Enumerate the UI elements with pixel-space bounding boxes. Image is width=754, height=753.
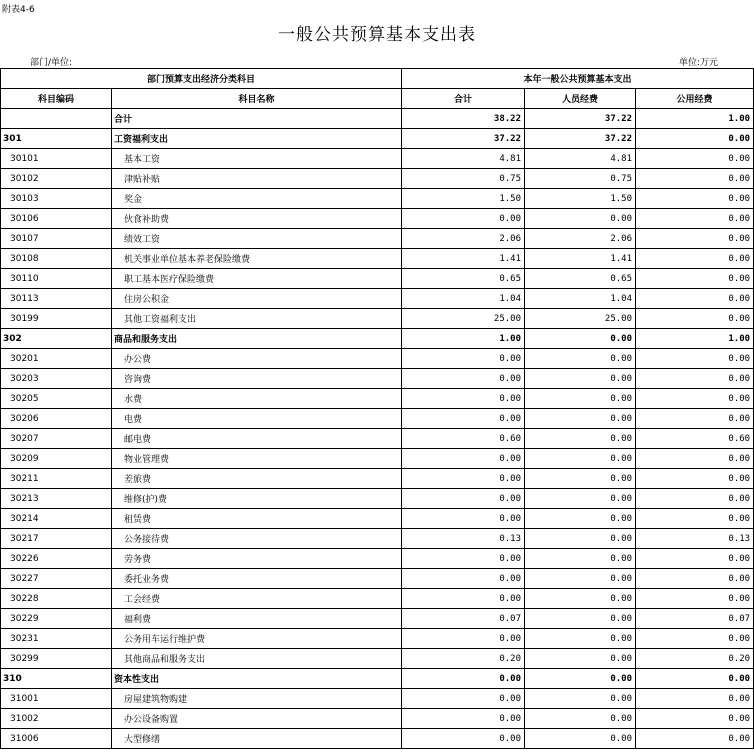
row-personnel: 0.00 [525, 589, 636, 609]
row-name: 房屋建筑物购建 [112, 689, 402, 709]
header-column-row [1, 89, 754, 109]
row-personnel: 0.00 [525, 689, 636, 709]
row-name: 水费 [112, 389, 402, 409]
row-public: 0.00 [636, 189, 754, 209]
row-public: 0.00 [636, 629, 754, 649]
row-name: 委托业务费 [112, 569, 402, 589]
row-public: 0.00 [636, 449, 754, 469]
row-personnel: 0.00 [525, 449, 636, 469]
row-personnel: 0.00 [525, 569, 636, 589]
row-code: 31002 [1, 709, 112, 729]
row-public: 0.00 [636, 589, 754, 609]
row-code: 30209 [1, 449, 112, 469]
row-personnel: 0.00 [525, 729, 636, 749]
table-row [1, 529, 754, 549]
row-personnel: 0.00 [525, 389, 636, 409]
header-public: 公用经费 [636, 89, 754, 109]
row-personnel: 4.81 [525, 149, 636, 169]
row-code: 30211 [1, 469, 112, 489]
row-public: 0.00 [636, 169, 754, 189]
unit-label: 单位:万元 [678, 58, 718, 68]
row-personnel: 0.00 [525, 529, 636, 549]
row-personnel: 1.04 [525, 289, 636, 309]
row-personnel: 0.00 [525, 369, 636, 389]
row-code: 30207 [1, 429, 112, 449]
row-total: 0.00 [402, 709, 525, 729]
department-label: 部门/单位: [30, 58, 73, 68]
row-personnel: 1.50 [525, 189, 636, 209]
row-personnel: 0.00 [525, 649, 636, 669]
row-public: 0.00 [636, 549, 754, 569]
row-total: 0.00 [402, 349, 525, 369]
row-total: 0.00 [402, 469, 525, 489]
row-public: 1.00 [636, 329, 754, 349]
row-total: 0.00 [402, 509, 525, 529]
row-code [1, 109, 112, 129]
row-name: 维修(护)费 [112, 489, 402, 509]
header-right-group: 本年一般公共预算基本支出 [402, 69, 754, 89]
table-row [1, 409, 754, 429]
row-name: 公务用车运行维护费 [112, 629, 402, 649]
row-total: 0.00 [402, 689, 525, 709]
row-personnel: 2.06 [525, 229, 636, 249]
header-total: 合计 [402, 89, 525, 109]
row-personnel: 0.00 [525, 349, 636, 369]
row-public: 0.00 [636, 509, 754, 529]
row-public: 0.00 [636, 269, 754, 289]
row-total: 0.00 [402, 569, 525, 589]
row-code: 30205 [1, 389, 112, 409]
row-total: 4.81 [402, 149, 525, 169]
row-name: 机关事业单位基本养老保险缴费 [112, 249, 402, 269]
row-personnel: 0.75 [525, 169, 636, 189]
table-row [1, 169, 754, 189]
row-name: 办公设备购置 [112, 709, 402, 729]
row-total: 0.00 [402, 449, 525, 469]
row-name: 职工基本医疗保险缴费 [112, 269, 402, 289]
row-name: 办公费 [112, 349, 402, 369]
annex-label: 附表4-6 [2, 5, 35, 15]
header-name: 科目名称 [112, 89, 402, 109]
row-code: 30229 [1, 609, 112, 629]
row-code: 31006 [1, 729, 112, 749]
row-public: 0.00 [636, 669, 754, 689]
row-public: 0.00 [636, 229, 754, 249]
row-personnel: 1.41 [525, 249, 636, 269]
row-personnel: 0.00 [525, 549, 636, 569]
row-personnel: 0.00 [525, 489, 636, 509]
row-name: 其他商品和服务支出 [112, 649, 402, 669]
table-row [1, 729, 754, 749]
row-total: 38.22 [402, 109, 525, 129]
row-total: 0.00 [402, 209, 525, 229]
row-personnel: 37.22 [525, 109, 636, 129]
row-personnel: 0.00 [525, 329, 636, 349]
table-row [1, 689, 754, 709]
row-code: 30203 [1, 369, 112, 389]
table-row [1, 209, 754, 229]
row-code: 30231 [1, 629, 112, 649]
row-personnel: 0.00 [525, 469, 636, 489]
row-name: 咨询费 [112, 369, 402, 389]
row-total: 0.00 [402, 369, 525, 389]
row-total: 37.22 [402, 129, 525, 149]
row-personnel: 0.00 [525, 669, 636, 689]
total-row [1, 109, 754, 129]
row-code: 30227 [1, 569, 112, 589]
table-row [1, 229, 754, 249]
row-code: 310 [1, 669, 112, 689]
table-row [1, 269, 754, 289]
row-personnel: 0.65 [525, 269, 636, 289]
table-row [1, 549, 754, 569]
row-name: 基本工资 [112, 149, 402, 169]
row-public: 0.00 [636, 349, 754, 369]
category-row [1, 329, 754, 349]
row-name: 其他工资福利支出 [112, 309, 402, 329]
row-total: 0.00 [402, 389, 525, 409]
row-total: 1.00 [402, 329, 525, 349]
row-code: 30217 [1, 529, 112, 549]
row-personnel: 0.00 [525, 429, 636, 449]
category-row [1, 129, 754, 149]
row-total: 0.65 [402, 269, 525, 289]
table-row [1, 649, 754, 669]
table-row [1, 569, 754, 589]
row-code: 30201 [1, 349, 112, 369]
row-code: 30102 [1, 169, 112, 189]
row-name: 合计 [112, 109, 402, 129]
row-personnel: 0.00 [525, 409, 636, 429]
row-total: 2.06 [402, 229, 525, 249]
row-total: 0.20 [402, 649, 525, 669]
row-name: 邮电费 [112, 429, 402, 449]
row-public: 0.00 [636, 569, 754, 589]
row-name: 公务接待费 [112, 529, 402, 549]
table-row [1, 709, 754, 729]
row-public: 0.00 [636, 709, 754, 729]
row-code: 30213 [1, 489, 112, 509]
row-code: 30199 [1, 309, 112, 329]
row-code: 301 [1, 129, 112, 149]
row-code: 302 [1, 329, 112, 349]
table-row [1, 309, 754, 329]
row-name: 大型修缮 [112, 729, 402, 749]
row-name: 商品和服务支出 [112, 329, 402, 349]
row-total: 0.00 [402, 669, 525, 689]
header-group-row [1, 69, 754, 89]
table-row [1, 189, 754, 209]
row-public: 1.00 [636, 109, 754, 129]
row-total: 0.60 [402, 429, 525, 449]
row-public: 0.00 [636, 289, 754, 309]
row-code: 30106 [1, 209, 112, 229]
table-row [1, 609, 754, 629]
row-code: 30299 [1, 649, 112, 669]
page-title: 一般公共预算基本支出表 [278, 25, 476, 45]
row-total: 0.00 [402, 489, 525, 509]
row-total: 25.00 [402, 309, 525, 329]
row-name: 差旅费 [112, 469, 402, 489]
row-total: 1.41 [402, 249, 525, 269]
row-name: 劳务费 [112, 549, 402, 569]
row-name: 绩效工资 [112, 229, 402, 249]
table-row [1, 149, 754, 169]
row-code: 30107 [1, 229, 112, 249]
row-code: 30226 [1, 549, 112, 569]
row-code: 30113 [1, 289, 112, 309]
table-row [1, 289, 754, 309]
table-row [1, 429, 754, 449]
budget-table [0, 68, 754, 749]
row-public: 0.00 [636, 149, 754, 169]
table-row [1, 249, 754, 269]
row-personnel: 0.00 [525, 509, 636, 529]
row-public: 0.00 [636, 389, 754, 409]
row-personnel: 37.22 [525, 129, 636, 149]
row-total: 1.50 [402, 189, 525, 209]
row-name: 物业管理费 [112, 449, 402, 469]
row-total: 0.00 [402, 629, 525, 649]
row-total: 0.13 [402, 529, 525, 549]
row-personnel: 0.00 [525, 709, 636, 729]
row-name: 工会经费 [112, 589, 402, 609]
row-personnel: 0.00 [525, 629, 636, 649]
table-row [1, 369, 754, 389]
row-total: 0.00 [402, 549, 525, 569]
row-code: 30228 [1, 589, 112, 609]
table-body [1, 109, 754, 749]
row-name: 福利费 [112, 609, 402, 629]
table-row [1, 389, 754, 409]
row-total: 0.75 [402, 169, 525, 189]
row-public: 0.00 [636, 309, 754, 329]
row-name: 津贴补贴 [112, 169, 402, 189]
row-personnel: 0.00 [525, 209, 636, 229]
row-name: 电费 [112, 409, 402, 429]
row-public: 0.00 [636, 469, 754, 489]
row-name: 奖金 [112, 189, 402, 209]
table-row [1, 509, 754, 529]
row-name: 工资福利支出 [112, 129, 402, 149]
row-public: 0.00 [636, 729, 754, 749]
row-public: 0.00 [636, 129, 754, 149]
row-code: 30110 [1, 269, 112, 289]
row-total: 0.00 [402, 409, 525, 429]
header-personnel: 人员经费 [525, 89, 636, 109]
row-code: 30103 [1, 189, 112, 209]
table-row [1, 489, 754, 509]
row-public: 0.00 [636, 409, 754, 429]
row-public: 0.13 [636, 529, 754, 549]
row-public: 0.20 [636, 649, 754, 669]
row-total: 0.00 [402, 729, 525, 749]
row-total: 0.07 [402, 609, 525, 629]
row-code: 31001 [1, 689, 112, 709]
table-row [1, 349, 754, 369]
row-name: 伙食补助费 [112, 209, 402, 229]
row-total: 0.00 [402, 589, 525, 609]
table-row [1, 449, 754, 469]
row-code: 30108 [1, 249, 112, 269]
row-public: 0.07 [636, 609, 754, 629]
table-row [1, 589, 754, 609]
row-total: 1.04 [402, 289, 525, 309]
table-row [1, 629, 754, 649]
row-personnel: 25.00 [525, 309, 636, 329]
row-personnel: 0.00 [525, 609, 636, 629]
header-code: 科目编码 [1, 89, 112, 109]
row-name: 资本性支出 [112, 669, 402, 689]
header-left-group: 部门预算支出经济分类科目 [1, 69, 402, 89]
row-code: 30101 [1, 149, 112, 169]
row-code: 30214 [1, 509, 112, 529]
row-public: 0.00 [636, 249, 754, 269]
row-code: 30206 [1, 409, 112, 429]
row-public: 0.00 [636, 209, 754, 229]
row-public: 0.00 [636, 369, 754, 389]
row-name: 住房公积金 [112, 289, 402, 309]
category-row [1, 669, 754, 689]
row-public: 0.00 [636, 689, 754, 709]
row-name: 租赁费 [112, 509, 402, 529]
table-row [1, 469, 754, 489]
row-public: 0.00 [636, 489, 754, 509]
row-public: 0.60 [636, 429, 754, 449]
